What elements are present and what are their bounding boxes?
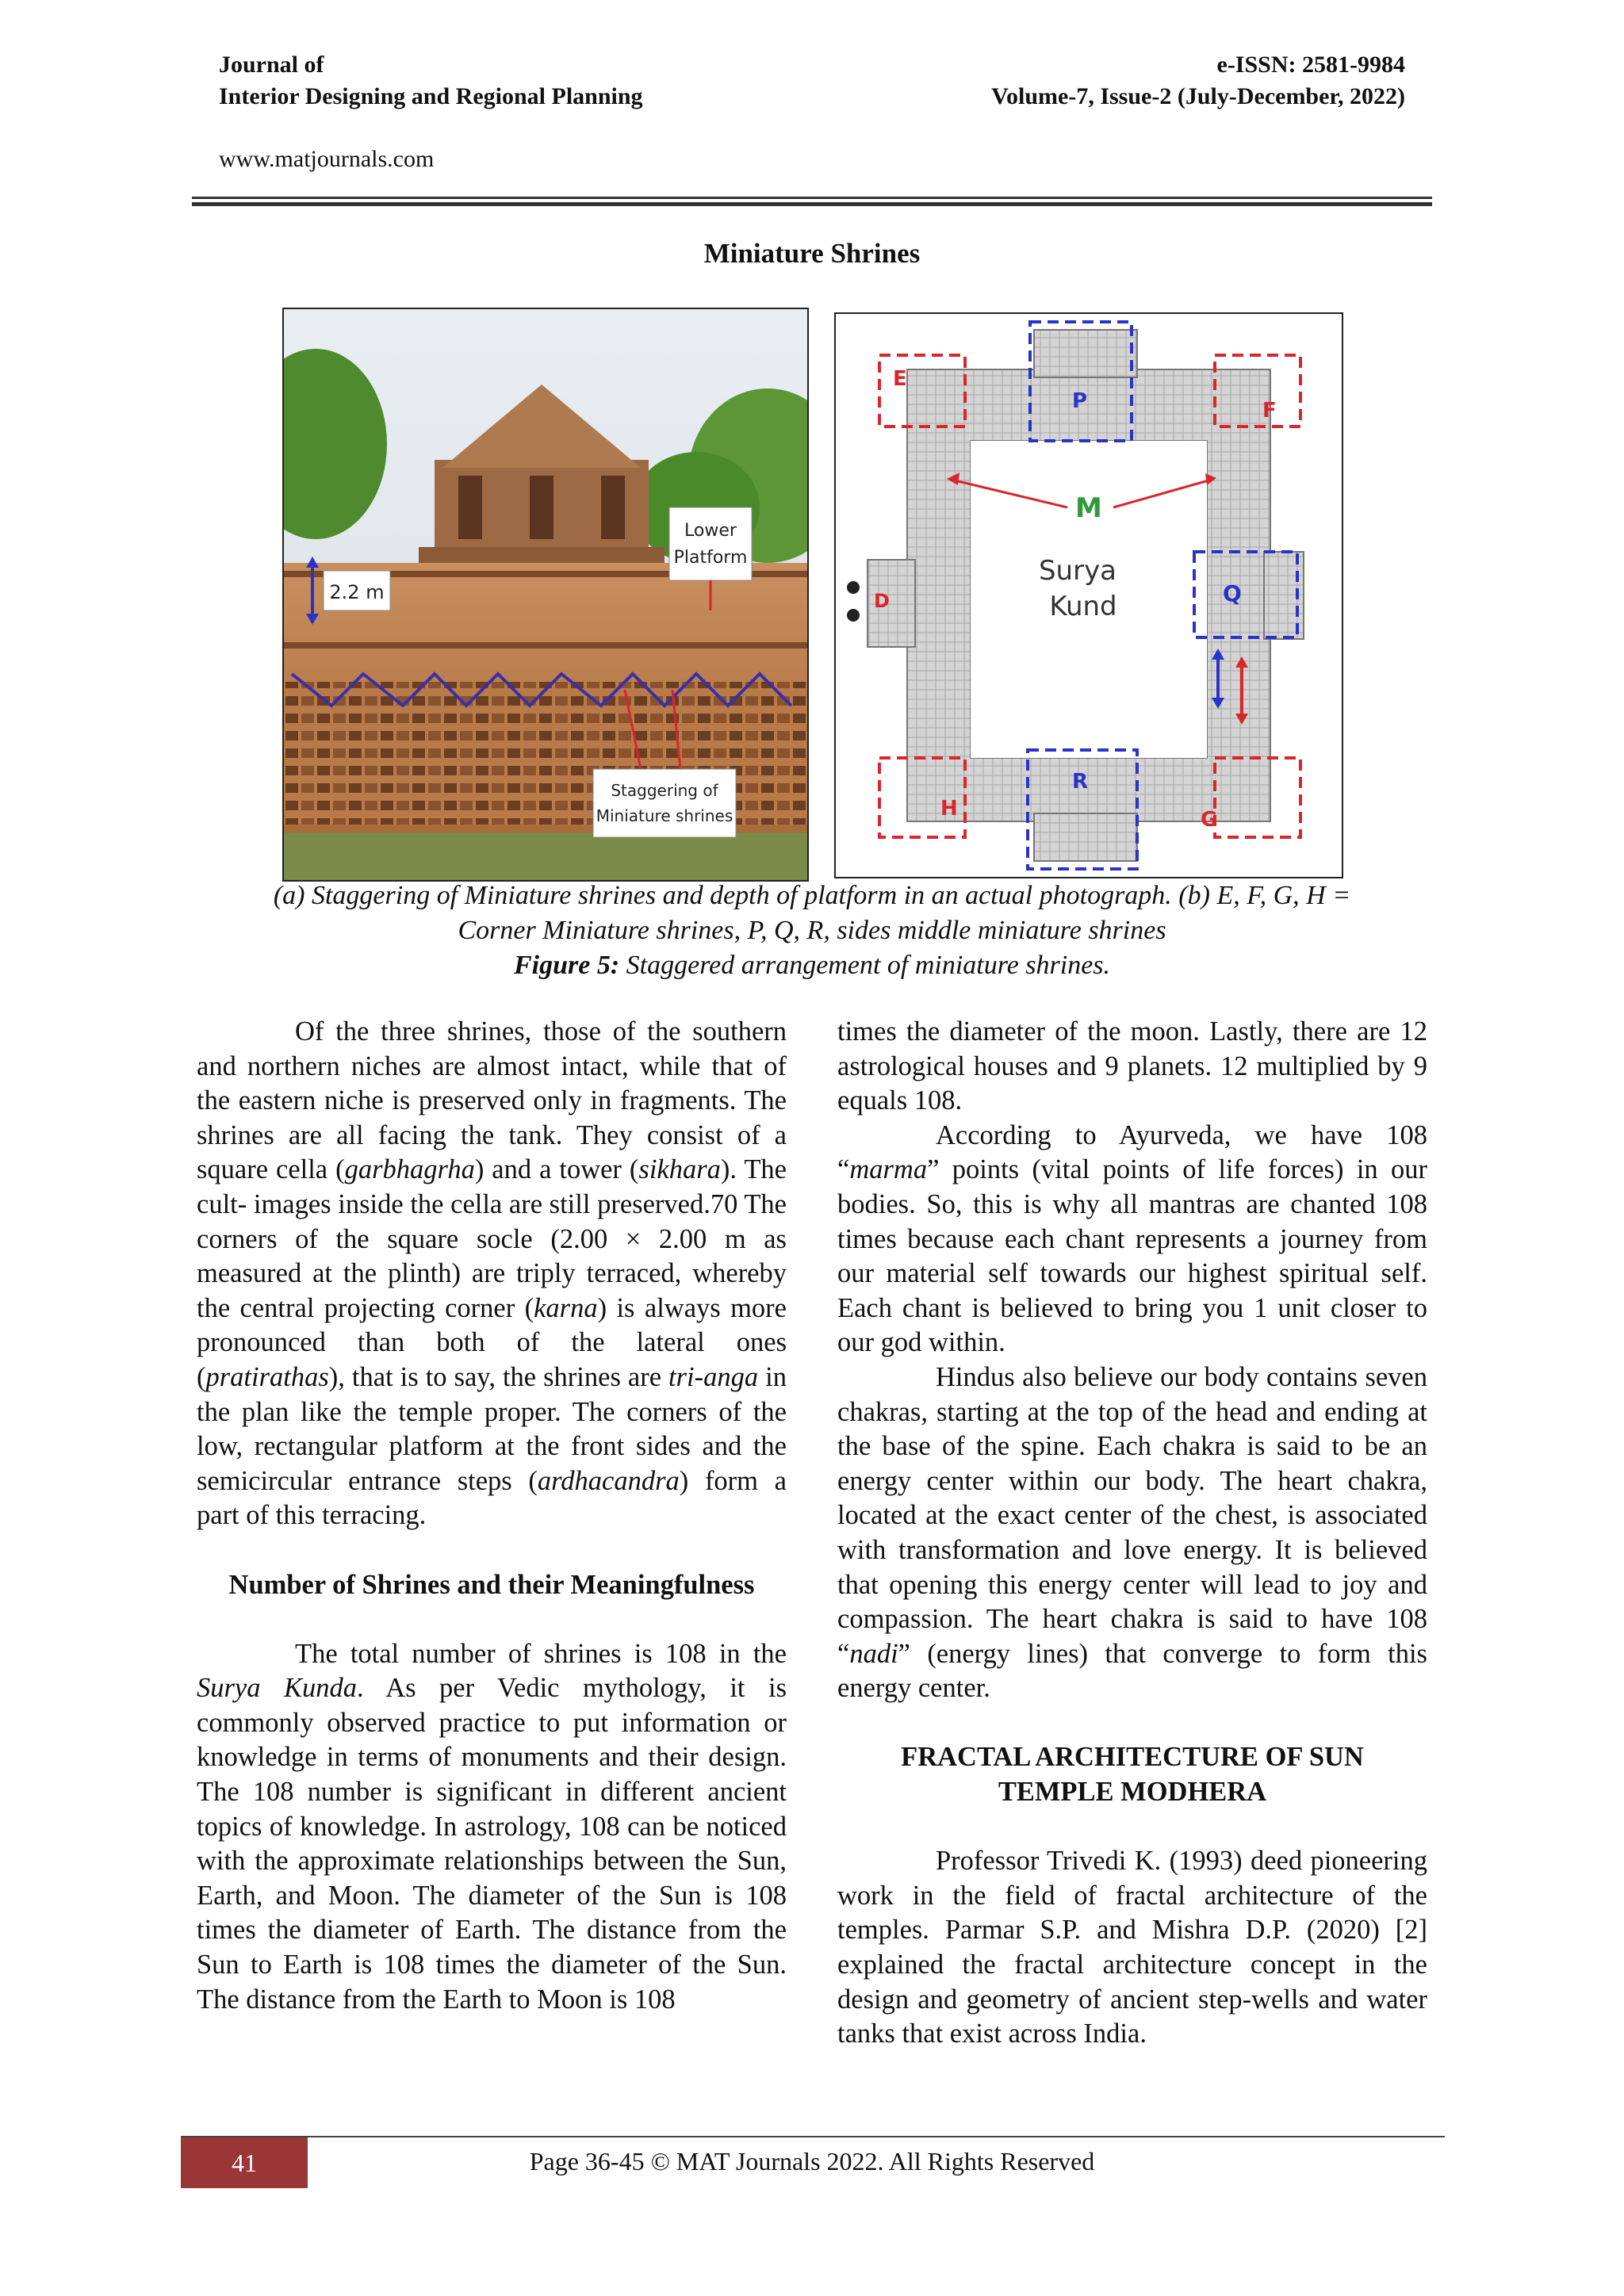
text-run: . As per Vedic mythology, it is commonly observed practice to put information or knowledge in terms of monuments and their design. The 108 number is significant in different ancient topics of knowledge. In astrology, 108 can be noticed with the approximate relationships between the Sun, Earth, and Moon. The diameter of the Sun is 108 times the diameter of Earth. The distance from the Sun to Earth is 108 times the diameter of the Sun. The distance from the Earth to Moon is 108: [197, 1673, 787, 2015]
plan-label-m: M: [1075, 492, 1102, 524]
issn: e-ISSN: 2581-9984: [1216, 52, 1405, 78]
figure-plan: [834, 312, 1343, 878]
footer-rule: [181, 2136, 1445, 2137]
paragraph-shrines: [197, 1015, 787, 1533]
text-run: ” points (vital points of life forces) in our bodies. So, this is why all mantras are chanted 108 times because each chant represents a journey from our material self towards our highest spiritual self. Each chant is believed to bring you 1 unit closer to our god within.: [837, 1154, 1427, 1358]
photo-label-stagger-2: Miniature shrines: [596, 806, 733, 825]
figure-photo: [282, 308, 809, 882]
paragraph-chakras: [837, 1360, 1427, 1706]
text-run: According to Ayurveda, we have 108 “: [837, 1119, 1427, 1185]
term-surya-kunda: Surya Kunda: [197, 1673, 357, 1704]
photo-label-stagger-1: Staggering of: [611, 781, 718, 800]
right-column: [837, 1015, 1427, 2052]
plan-label-kund-2: Kund: [1049, 591, 1117, 622]
text-run: ), that is to say, the shrines are: [328, 1361, 669, 1392]
header-rule-thick: [192, 202, 1432, 206]
term-marma: marma: [849, 1154, 928, 1185]
journal-website: www.matjournals.com: [219, 146, 435, 172]
subheading-number-of-shrines: Number of Shrines and their Meaningfulness: [228, 1569, 755, 1600]
term-tri-anga: tri-anga: [668, 1361, 759, 1392]
figure-caption: [190, 878, 1434, 983]
figure-title-text: Staggered arrangement of miniature shrines.: [619, 951, 1111, 980]
text-run: ” (energy lines) that converge to form this energy center.: [837, 1638, 1427, 1704]
text-run: ) is always more pronounced than both of the lateral ones (: [197, 1292, 787, 1392]
subheading-line-2: TEMPLE MODHERA: [998, 1777, 1267, 1808]
text-run: ) and a tower (: [474, 1154, 639, 1185]
photo-label-lower-1: Lower: [684, 521, 737, 541]
photo-label-height: 2.2 m: [329, 581, 385, 603]
text-run: ) form a part of this terracing.: [197, 1465, 787, 1531]
left-column: [197, 1015, 787, 2017]
plan-label-h: H: [940, 797, 958, 821]
subheading-line-1: FRACTAL ARCHITECTURE OF SUN: [901, 1742, 1364, 1773]
plan-label-q: Q: [1223, 580, 1242, 607]
text-run: Hindus also believe our body contains seven chakras, starting at the top of the head and ending at the base of the spine. Each chakra is said to be an energy center within our body. The heart chakra, located at the exact center of the chest, is associated with transformation and love energy. It is believed that opening this energy center will lead to joy and compassion. The heart chakra is said to have 108 “: [837, 1361, 1427, 1669]
plan-label-r: R: [1072, 770, 1089, 794]
text-run: ). The cult- images inside the cella are still preserved.70 The corners of the square socle (2.00 × 2.00 m as measured at the plinth) are triply terraced, whereby the central projecting corner (: [197, 1154, 787, 1323]
page-number: 41: [181, 2137, 308, 2188]
paragraph-ayurveda: [837, 1119, 1427, 1360]
header-rule-thin: [192, 197, 1432, 199]
paragraph-fractal: Professor Trivedi K. (1993) deed pioneering work in the field of fractal architecture of the temples. Parmar S.P. and Mishra D.P. (2020) [2] explained the fractal architecture concept in the design and geometry of ancient step-wells and water tanks that exist across India.: [837, 1846, 1427, 2049]
subheading-fractal-architecture: [837, 1740, 1427, 1809]
caption-line-2: Corner Miniature shrines, P, Q, R, sides middle miniature shrines: [458, 916, 1166, 945]
journal-issue-info: [991, 49, 1405, 113]
volume-issue: Volume-7, Issue-2 (July-December, 2022): [991, 83, 1405, 109]
figure-label: Figure 5:: [513, 951, 620, 980]
term-karna: karna: [534, 1292, 598, 1323]
temple-photo-illustration: [284, 309, 807, 880]
term-sikhara: sikhara: [638, 1154, 721, 1185]
surya-kund-plan: [836, 314, 1342, 877]
plan-label-kund-1: Surya: [1038, 555, 1117, 587]
term-nadi: nadi: [849, 1638, 898, 1669]
term-garbhagrha: garbhagrha: [344, 1154, 475, 1185]
caption-line-1: (a) Staggering of Miniature shrines and depth of platform in an actual photograph. (b) E, F, G, H =: [273, 881, 1351, 910]
paragraph-continuation: times the diameter of the moon. Lastly, there are 12 astrological houses and 9 planets. 12 multiplied by 9 equals 108.: [837, 1016, 1427, 1116]
photo-label-lower-2: Platform: [673, 548, 748, 568]
plan-label-p: P: [1072, 389, 1088, 413]
journal-title: [219, 49, 643, 113]
text-run: The total number of shrines is 108 in the: [295, 1638, 787, 1669]
text-run: in the plan like the temple proper. The corners of the low, rectangular platform at the front sides and the semicircular entrance steps (: [197, 1361, 787, 1496]
term-ardhacandra: ardhacandra: [537, 1465, 680, 1496]
plan-label-g: G: [1201, 808, 1218, 832]
plan-label-d: D: [874, 590, 890, 612]
footer-copyright: Page 36-45 © MAT Journals 2022. All Rights Reserved: [529, 2147, 1095, 2175]
text-run: Of the three shrines, those of the southern and northern niches are almost intact, while that of the eastern niche is preserved only in fragments. The shrines are all facing the tank. They consist of a square cella (: [197, 1016, 787, 1185]
journal-title-line1: Journal of: [219, 52, 324, 78]
journal-title-line2: Interior Designing and Regional Planning: [219, 83, 643, 109]
plan-label-e: E: [893, 367, 907, 391]
paragraph-number-of-shrines: [197, 1637, 787, 2018]
figure-title: [190, 948, 1434, 983]
plan-label-f: F: [1262, 399, 1277, 423]
term-pratirathas: pratirathas: [205, 1361, 329, 1392]
section-title: Miniature Shrines: [703, 238, 921, 269]
